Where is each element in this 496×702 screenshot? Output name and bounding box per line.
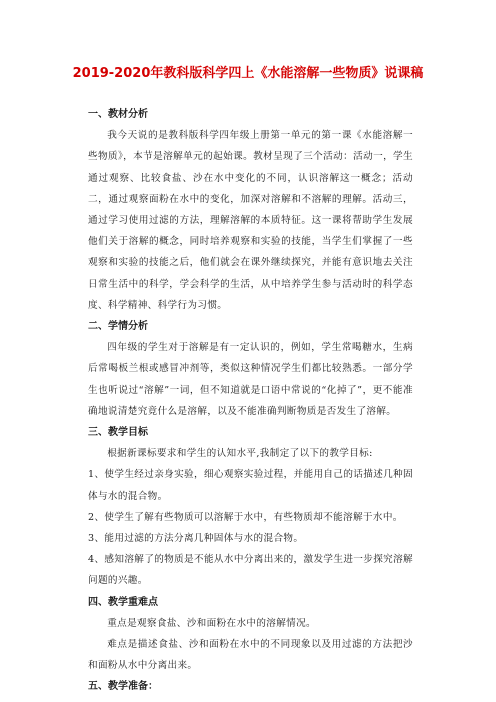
section-heading-student-analysis: 二、学情分析: [88, 321, 148, 333]
student-analysis-paragraph: 四年级的学生对于溶解是有一定认识的，例如，学生常喝糖水，生病后常喝板兰根或感冒冲剂等，类似这种情况学生们都比较熟悉。一部分学生也听说过“溶解”一词，但不知道就是口语中常说的“化掉了”，更不能准确地说清楚究竟什么是溶解，以及不能准确判断物质是否发生了溶解。: [88, 342, 413, 417]
teaching-goal-item: 4、感知溶解了的物质是不能从水中分离出来的，激发学生进一步探究溶解问题的兴趣。: [88, 554, 413, 587]
difficulty-paragraph: 难点是描述食盐、沙和面粉在水中的不同现象以及用过滤的方法把沙和面粉从水中分离出来。: [88, 639, 413, 672]
teaching-goals-intro: 根据新课标要求和学生的认知水平,我制定了以下的教学目标:: [107, 448, 373, 460]
key-point-paragraph: 重点是观察食盐、沙和面粉在水中的溶解情况。: [107, 617, 317, 629]
teaching-goal-item: 2、使学生了解有些物质可以溶解于水中，有些物质却不能溶解于水中。: [88, 511, 403, 523]
section-heading-textbook-analysis: 一、教材分析: [88, 109, 148, 120]
section-heading-preparation: 五、教学准备：: [88, 681, 158, 693]
section-heading-teaching-goals: 三、教学目标: [88, 427, 148, 439]
document-body: [88, 104, 413, 698]
textbook-analysis-paragraph: 我今天说的是教科版科学四年级上册第一单元的第一课《水能溶解一些物质》，本节是溶解单元的起始课。教材呈现了三个活动：活动一，学生通过观察、比较食盐、沙在水中变化的不同，认识溶解这一概念；活动二，通过观察面粉在水中的变化，加深对溶解和不溶解的理解。活动三，通过学习使用过滤的方法，理解溶解的本质特征。这一课将帮助学生发展他们关于溶解的概念，同时培养观察和实验的技能，当学生们掌握了一些观察和实验的技能之后，他们就会在课外继续探究，并能有意识地去关注日常生活中的科学，学会科学的生活，从中培养学生参与活动时的科学态度、科学精神、科学行为习惯。: [88, 130, 413, 311]
teaching-goal-item: 1、使学生经过亲身实验，细心观察实验过程，并能用自己的话描述几种固体与水的混合物。: [88, 469, 413, 502]
section-heading-key-points: 四、教学重难点: [88, 596, 158, 608]
document-title: 2019-2020年教科版科学四上《水能溶解一些物质》说课稿: [72, 66, 424, 81]
teaching-goal-item: 3、能用过滤的方法分离几种固体与水的混合物。: [88, 533, 304, 545]
